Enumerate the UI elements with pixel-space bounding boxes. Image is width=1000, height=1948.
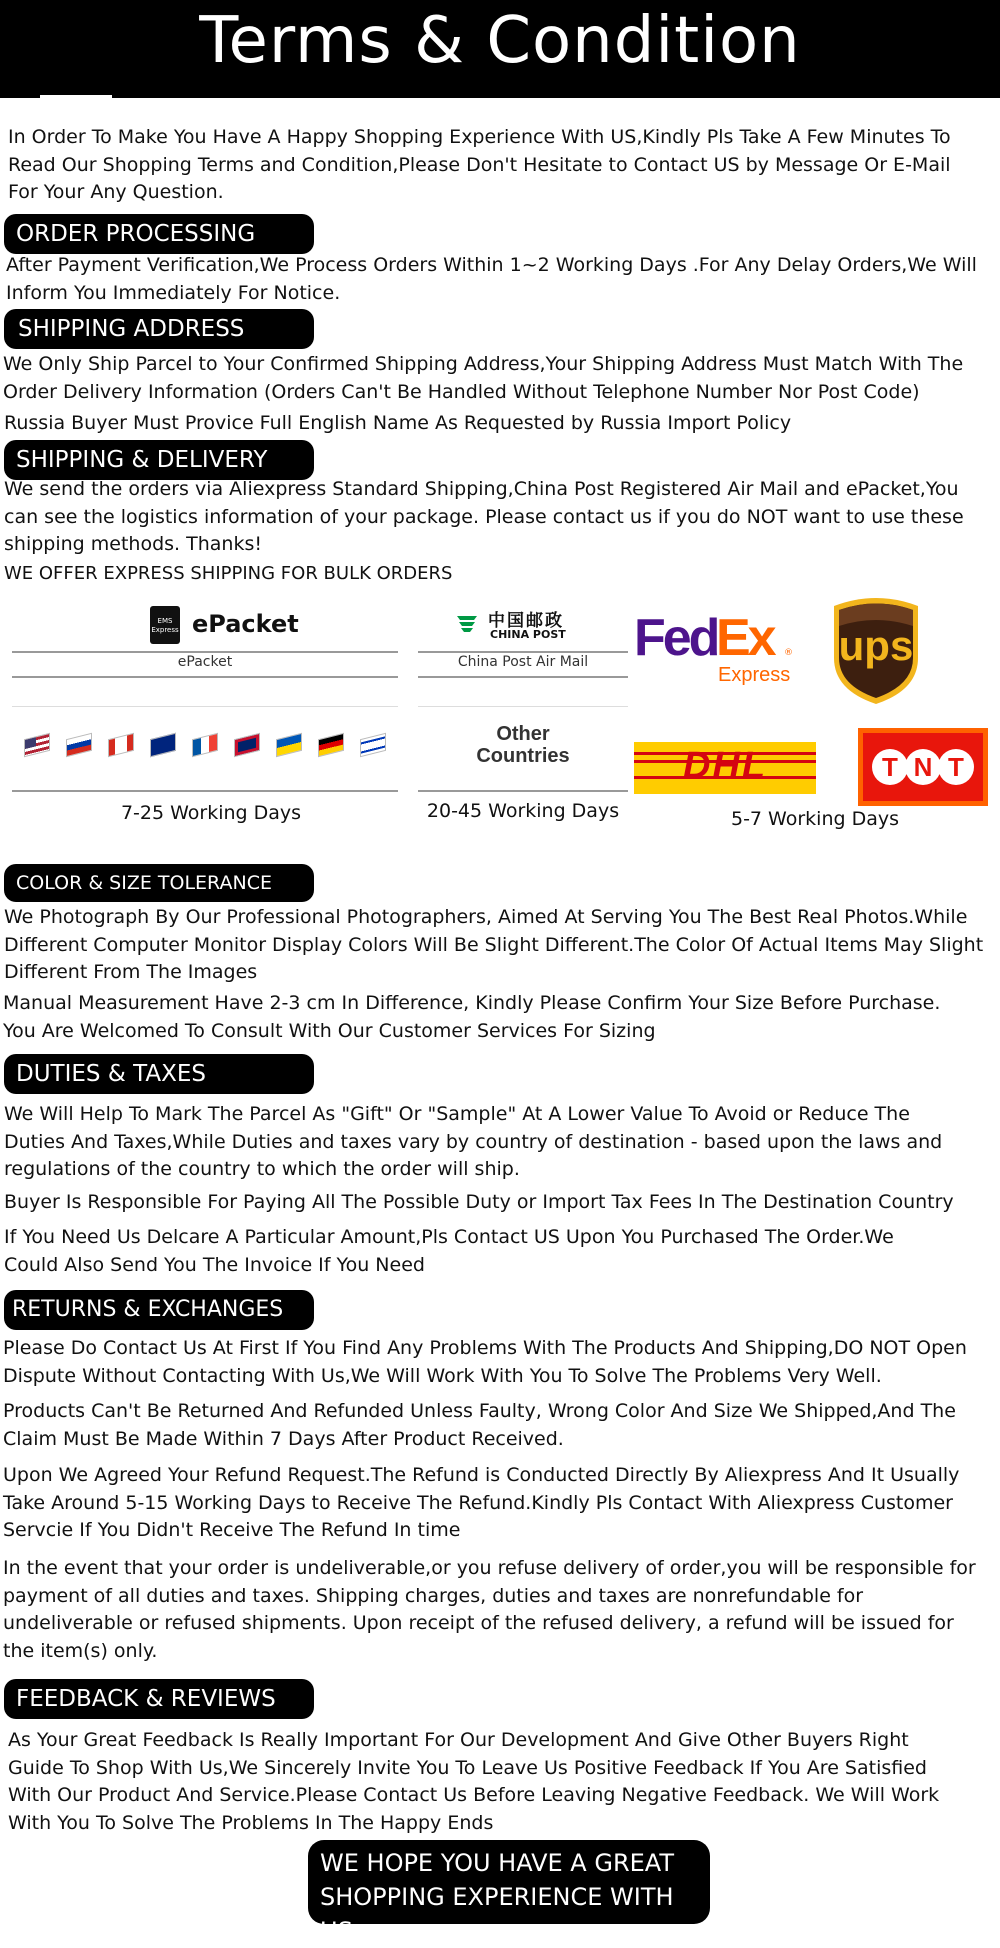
closing-line: SHOPPING EXPERIENCE WITH US [320, 1883, 674, 1945]
text-line: Manual Measurement Have 2-3 cm In Difference, Kindly Please Confirm Your Size Before Purchase. [3, 992, 941, 1014]
text-line: Take Around 5-15 Working Days to Receive The Refund.Kindly Pls Contact With Aliexpress Customer [3, 1491, 953, 1514]
text-line: We Only Ship Parcel to Your Confirmed Shipping Address,Your Shipping Address Must Match With The [3, 353, 964, 375]
section-heading-feedback: FEEDBACK & REVIEWS [4, 1679, 314, 1719]
divider [12, 706, 398, 707]
color-size-text [4, 904, 983, 987]
text-line: Duties And Taxes,While Duties and taxes vary by country of destination - based upon the laws and [4, 1130, 943, 1153]
text-line: We send the orders via Aliexpress Standard Shipping,China Post Registered Air Mail and ePacket,You [4, 478, 959, 500]
header-banner [0, 0, 1000, 98]
other-countries-label [418, 723, 628, 767]
divider [418, 706, 628, 707]
text-line: Inform You Immediately For Notice. [6, 281, 341, 304]
germany-flag-icon [318, 733, 344, 757]
fedex-logo [634, 608, 804, 688]
uk-flag-icon [234, 733, 260, 757]
returns-p2 [3, 1398, 956, 1453]
section-heading-duties: DUTIES & TAXES [4, 1054, 314, 1094]
israel-flag-icon [360, 733, 386, 757]
shipping-address-text [3, 351, 963, 406]
returns-p4 [3, 1555, 976, 1665]
fedex-fed: Fed [634, 609, 718, 667]
text-line: Order Delivery Information (Orders Can't Be Handled Without Telephone Number Nor Post Code) [3, 380, 920, 403]
page-title: Terms & Condition [199, 4, 801, 78]
ukraine-flag-icon [276, 733, 302, 757]
text-line: With Our Product And Service.Please Contact Us Before Leaving Negative Feedback. We Will Work [8, 1784, 940, 1806]
divider [12, 790, 398, 792]
australia-flag-icon [150, 733, 176, 757]
chinapost-label: China Post Air Mail [457, 654, 589, 670]
usa-flag-icon [24, 733, 50, 757]
text-line: We Will Help To Mark The Parcel As "Gift" Or "Sample" At A Lower Value To Avoid or Reduce The [4, 1103, 910, 1125]
intro-line: For Your Any Question. [8, 181, 224, 203]
divider [12, 676, 398, 678]
china-post-logo-icon [454, 610, 480, 636]
section-heading-returns: RETURNS & EXCHANGES [4, 1290, 314, 1330]
divider [418, 790, 628, 792]
text-line: You Are Welcomed To Consult With Our Customer Services For Sizing [3, 1019, 656, 1042]
text-line: Different Computer Monitor Display Colors Will Be Slight Different.The Color Of Actual Items May Slight [4, 933, 984, 956]
text-line: the item(s) only. [3, 1639, 158, 1662]
destination-flags [12, 726, 398, 776]
divider [12, 651, 398, 653]
divider [418, 651, 628, 653]
text-line: shipping methods. Thanks! [4, 533, 262, 555]
measurement-text [3, 990, 940, 1045]
shipping-delivery-text [4, 476, 964, 559]
section-heading-shipping-delivery: SHIPPING & DELIVERY [4, 440, 314, 480]
dhl-logo [634, 742, 816, 794]
epacket-logo-text: ePacket [192, 610, 299, 638]
returns-p1 [3, 1335, 967, 1390]
text-line: Upon We Agreed Your Refund Request.The Refund is Conducted Directly By Aliexpress And It Usually [3, 1464, 960, 1486]
section-heading-order-processing: ORDER PROCESSING [4, 214, 314, 254]
fedex-express: Express [718, 664, 791, 686]
intro-line: Read Our Shopping Terms and Condition,Please Don't Hesitate to Contact US by Message Or E-Mail [8, 153, 951, 176]
text-line: Guide To Shop With Us,We Sincerely Invite You To Leave Us Positive Feedback If You Are Satisfied [8, 1756, 927, 1779]
russia-flag-icon [66, 733, 92, 757]
closing-line: WE HOPE YOU HAVE A GREAT [320, 1849, 674, 1877]
china-post-en: CHINA POST [490, 628, 566, 641]
text-line: If You Need Us Delcare A Particular Amount,Pls Contact US Upon You Purchased The Order.We [4, 1226, 894, 1248]
duties-text [4, 1101, 942, 1184]
section-heading-shipping-address: SHIPPING ADDRESS [4, 309, 314, 349]
chinapost-panel [418, 596, 628, 822]
text-line: In the event that your order is undeliverable,or you refuse delivery of order,you will be responsible for [3, 1557, 976, 1579]
text-line: As Your Great Feedback Is Really Important For Our Development And Give Other Buyers Right [8, 1729, 909, 1751]
ups-logo [830, 596, 922, 706]
banner-divider [40, 95, 112, 98]
divider [418, 676, 628, 678]
declare-amount-text [4, 1224, 894, 1279]
fedex-reg: ® [784, 648, 793, 658]
text-line: Different From The Images [4, 961, 258, 983]
text-line: Claim Must Be Made Within 7 Days After Product Received. [3, 1427, 564, 1450]
text-line: Dispute Without Contacting With Us,We Will Work With You To Solve The Problems Very Well. [3, 1364, 882, 1387]
epacket-label: ePacket [177, 654, 233, 670]
canada-flag-icon [108, 733, 134, 757]
fedex-ex: Ex [716, 609, 774, 667]
text-line: Could Also Send You The Invoice If You Need [4, 1253, 425, 1276]
intro-text [8, 124, 951, 207]
ems-express-badge [150, 606, 180, 644]
france-flag-icon [192, 733, 218, 757]
russia-note: Russia Buyer Must Provice Full English Name As Requested by Russia Import Policy [4, 412, 792, 434]
order-processing-text [6, 252, 977, 307]
text-line: With You To Solve The Problems In The Happy Ends [8, 1811, 494, 1834]
text-line: Servcie If You Didn't Receive The Refund In time [3, 1519, 461, 1541]
chinapost-days: 20-45 Working Days [426, 800, 620, 822]
countries-line: Countries [476, 745, 570, 767]
closing-message [308, 1840, 710, 1945]
epacket-panel [12, 596, 400, 822]
epacket-days: 7-25 Working Days [120, 802, 302, 824]
buyer-responsibility-text: Buyer Is Responsible For Paying All The Possible Duty or Import Tax Fees In The Destination Country [4, 1191, 954, 1213]
dhl-text: DHL [682, 745, 768, 787]
returns-p3 [3, 1462, 959, 1545]
tnt-logo [858, 728, 988, 806]
text-line: undeliverable or refused shipments. Upon receipt of the refused delivery, a refund will be issued for [3, 1612, 954, 1634]
feedback-text [8, 1727, 939, 1837]
tnt-letter: N [905, 749, 941, 785]
other-line: Other [496, 723, 550, 745]
tnt-letter: T [938, 749, 974, 785]
ems-badge-text: EMS Express [151, 617, 179, 634]
text-line: Please Do Contact Us At First If You Find Any Problems With The Products And Shipping,DO NOT Open [3, 1337, 967, 1359]
china-post-cn: 中国邮政 [488, 611, 564, 631]
tnt-letter: T [872, 749, 908, 785]
text-line: Products Can't Be Returned And Refunded Unless Faulty, Wrong Color And Size We Shipped,And The [3, 1400, 956, 1422]
express-note: WE OFFER EXPRESS SHIPPING FOR BULK ORDERS [4, 563, 453, 584]
express-days: 5-7 Working Days [730, 808, 900, 830]
text-line: After Payment Verification,We Process Orders Within 1~2 Working Days .For Any Delay Orders,We Will [6, 254, 977, 276]
text-line: payment of all duties and taxes. Shipping charges, duties and taxes are nonrefundable for [3, 1584, 864, 1607]
text-line: regulations of the country to which the order will ship. [4, 1158, 520, 1180]
ups-text: ups [838, 622, 914, 669]
intro-line: In Order To Make You Have A Happy Shopping Experience With US,Kindly Pls Take A Few Minutes To [8, 126, 951, 148]
section-heading-color-size: COLOR & SIZE TOLERANCE [4, 864, 314, 902]
text-line: can see the logistics information of your package. Please contact us if you do NOT want to use these [4, 505, 964, 528]
text-line: We Photograph By Our Professional Photographers, Aimed At Serving You The Best Real Photos.While [4, 906, 968, 928]
